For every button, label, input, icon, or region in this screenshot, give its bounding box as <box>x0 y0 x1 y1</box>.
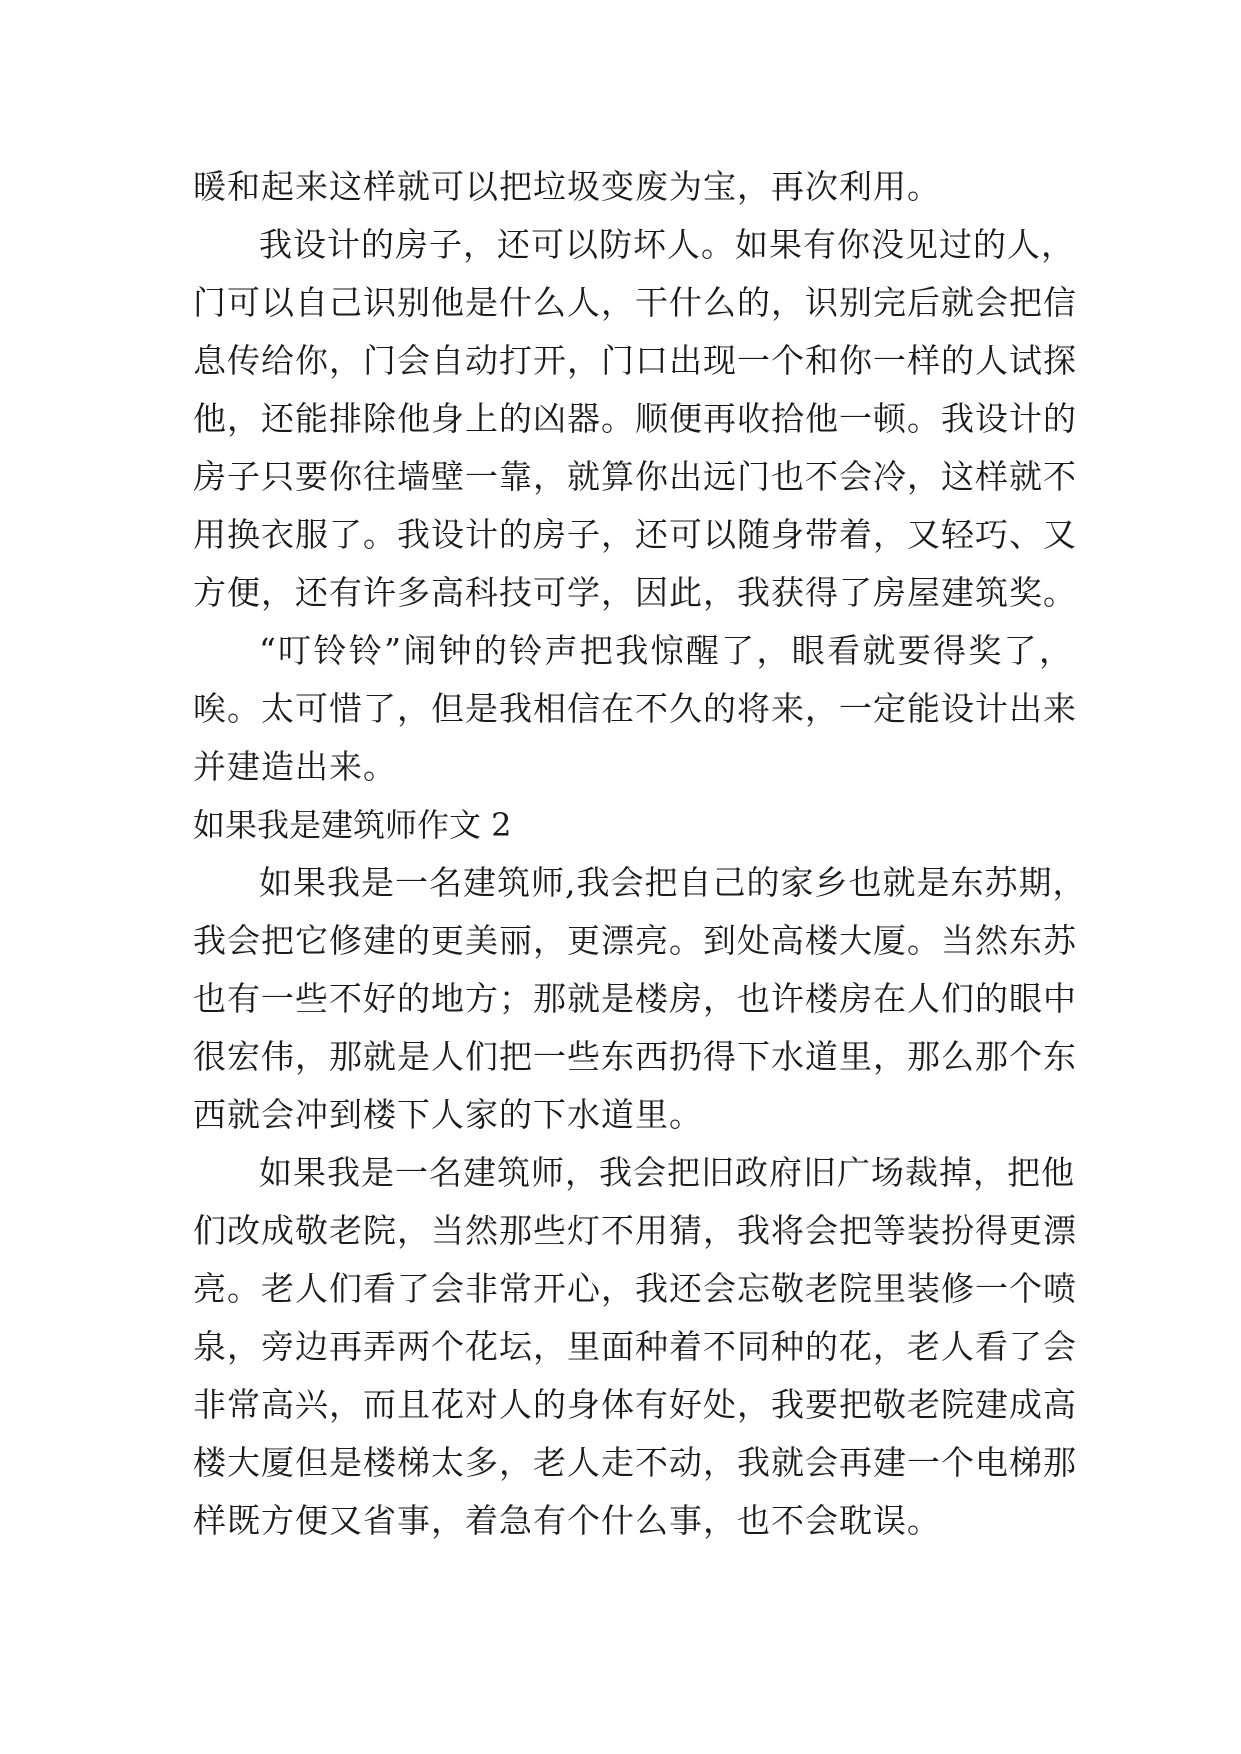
paragraph-alarm-clock <box>193 622 1077 796</box>
text-line: 并建造出来。 <box>193 747 397 786</box>
essay-2-title: 如果我是建筑师作文 2 <box>193 806 512 844</box>
text-line: 西就会冲到楼下人家的下水道里。 <box>193 1095 703 1134</box>
text-line: 如果我是一名建筑师,我会把自己的家乡也就是东苏期， <box>259 863 1087 902</box>
text-line: 很宏伟，那就是人们把一些东西扔得下水道里，那么那个东 <box>193 1037 1077 1076</box>
text-line: 房子只要你往墙壁一靠，就算你出远门也不会冷，这样就不 <box>193 457 1077 496</box>
text-line: 门可以自己识别他是什么人，干什么的，识别完后就会把信 <box>193 283 1077 322</box>
text-line: 泉，旁边再弄两个花坛，里面种着不同种的花，老人看了会 <box>193 1327 1077 1366</box>
text-line: 方便，还有许多高科技可学，因此，我获得了房屋建筑奖。 <box>193 573 1077 612</box>
text-line: 暖和起来这样就可以把垃圾变废为宝，再次利用。 <box>193 167 941 206</box>
text-line: 如果我是一名建筑师，我会把旧政府旧广场裁掉，把他 <box>259 1153 1075 1192</box>
paragraph-elderly-home <box>193 1144 1077 1550</box>
paragraph-house-design <box>193 216 1077 622</box>
text-line: 亮。老人们看了会非常开心，我还会忘敬老院里装修一个喷 <box>193 1269 1077 1308</box>
text-line: 样既方便又省事，着急有个什么事，也不会耽误。 <box>193 1501 941 1540</box>
text-line: 楼大厦但是楼梯太多，老人走不动，我就会再建一个电梯那 <box>193 1443 1077 1482</box>
text-line: 非常高兴，而且花对人的身体有好处，我要把敬老院建成高 <box>193 1385 1077 1424</box>
text-line: 们改成敬老院，当然那些灯不用猜，我将会把等装扮得更漂 <box>193 1211 1077 1250</box>
text-line: 息传给你，门会自动打开，门口出现一个和你一样的人试探 <box>193 341 1077 380</box>
text-line: 他，还能排除他身上的凶器。顺便再收拾他一顿。我设计的 <box>193 399 1077 438</box>
document-body <box>193 158 1087 1550</box>
text-line: 唉。太可惜了，但是我相信在不久的将来，一定能设计出来 <box>193 689 1077 728</box>
paragraph-hometown <box>193 854 1087 1144</box>
text-line: “叮铃铃”闹钟的铃声把我惊醒了，眼看就要得奖了， <box>259 631 1073 670</box>
text-line: 也有一些不好的地方；那就是楼房，也许楼房在人们的眼中 <box>193 979 1077 1018</box>
text-line: 我设计的房子，还可以防坏人。如果有你没见过的人， <box>259 225 1075 264</box>
paragraph-intro <box>193 158 1073 216</box>
text-line: 我会把它修建的更美丽，更漂亮。到处高楼大厦。当然东苏 <box>193 921 1077 960</box>
text-line: 用换衣服了。我设计的房子，还可以随身带着，又轻巧、又 <box>193 515 1077 554</box>
